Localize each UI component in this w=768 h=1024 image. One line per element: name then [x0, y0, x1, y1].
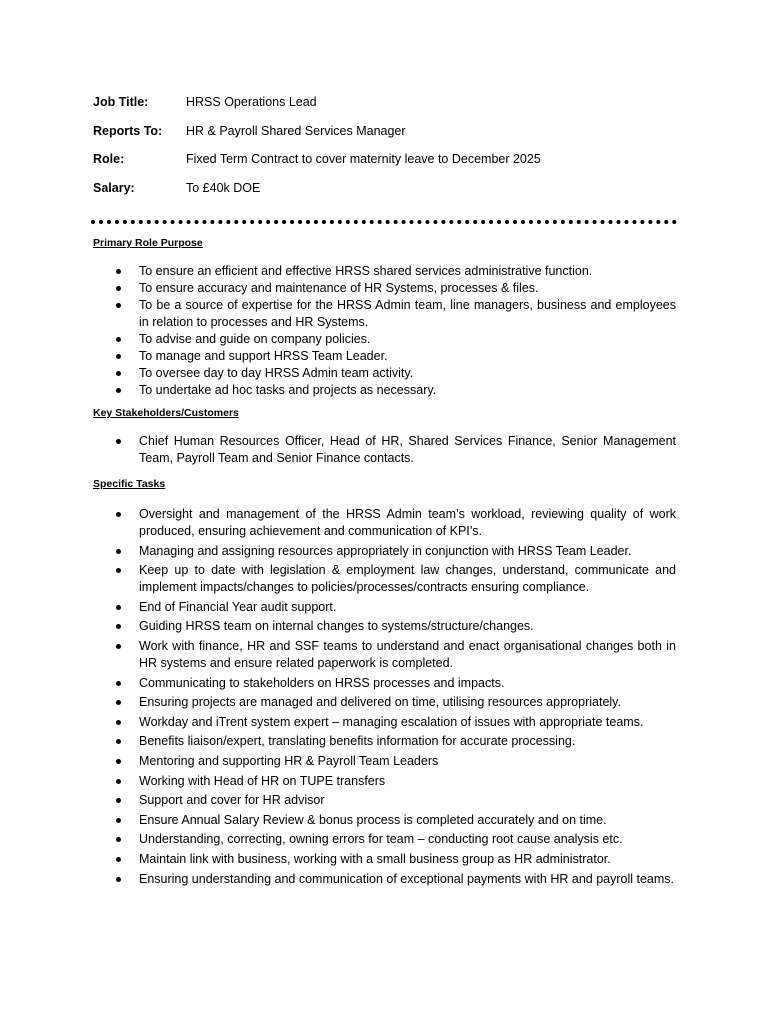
bullet-icon	[116, 269, 121, 274]
bullet-icon	[116, 286, 121, 291]
list-item-text: Work with finance, HR and SSF teams to understand and enact organisational changes both in HR systems and ensure related paperwork is completed.	[139, 638, 676, 670]
bullet-icon	[116, 798, 121, 803]
primary-role-purpose-list	[93, 263, 676, 399]
list-item	[93, 297, 676, 331]
specific-tasks-heading: Specific Tasks	[93, 478, 166, 490]
list-item-text: Managing and assigning resources appropriately in conjunction with HRSS Team Leader.	[139, 543, 632, 558]
list-item-text: Ensuring projects are managed and delivered on time, utilising resources appropriately.	[139, 695, 621, 710]
bullet-icon	[116, 759, 121, 764]
list-item-text: Mentoring and supporting HR & Payroll Team Leaders	[139, 753, 439, 768]
list-item	[93, 638, 676, 672]
reports-to-row	[93, 117, 693, 146]
list-item-text: To be a source of expertise for the HRSS Admin team, line managers, business and employees in relation to processes and HR Systems.	[139, 298, 676, 329]
list-item-text: Ensuring understanding and communication of exceptional payments with HR and payroll teams.	[139, 871, 675, 886]
list-item-text: Oversight and management of the HRSS Admin team’s workload, reviewing quality of work produced, ensuring achievement and communication of KPI’s.	[139, 507, 676, 538]
job-title-row	[93, 88, 693, 117]
bullet-icon	[116, 512, 121, 517]
list-item-text: To ensure an efficient and effective HRSS shared services administrative function.	[139, 264, 593, 278]
bullet-icon	[116, 779, 121, 784]
list-item-text: Maintain link with business, working with a small business group as HR administrator.	[139, 851, 611, 866]
bullet-icon	[116, 837, 121, 842]
list-item-text: Guiding HRSS team on internal changes to systems/structure/changes.	[139, 619, 534, 634]
bullet-icon	[116, 549, 121, 554]
list-item	[93, 753, 676, 770]
dotted-divider	[91, 220, 677, 224]
list-item	[93, 831, 676, 848]
reports-to-value: HR & Payroll Shared Services Manager	[186, 123, 406, 138]
list-item-text: Workday and iTrent system expert – managing escalation of issues with appropriate teams.	[139, 714, 644, 729]
bullet-icon	[116, 439, 121, 444]
list-item-text: Support and cover for HR advisor	[139, 793, 325, 808]
list-item-text: Working with Head of HR on TUPE transfers	[139, 773, 386, 788]
list-item-text: Chief Human Resources Officer, Head of HR, Shared Services Finance, Senior Management Team, Payroll Team and Senior Finance contacts.	[139, 434, 676, 465]
key-stakeholders-list	[93, 433, 676, 467]
role-value: Fixed Term Contract to cover maternity leave to December 2025	[186, 152, 541, 167]
bullet-icon	[116, 720, 121, 725]
list-item-text: Keep up to date with legislation & employment law changes, understand, communicate and implement impacts/changes to policies/processes/contracts ensuring compliance.	[139, 563, 676, 595]
job-title-label: Job Title:	[93, 95, 149, 110]
bullet-icon	[116, 857, 121, 862]
salary-row	[93, 174, 693, 203]
list-item	[93, 382, 676, 399]
list-item	[93, 773, 676, 790]
bullet-icon	[116, 681, 121, 686]
salary-value: To £40k DOE	[186, 180, 261, 195]
list-item	[93, 733, 676, 750]
list-item	[93, 433, 676, 467]
primary-role-purpose-heading: Primary Role Purpose	[93, 237, 203, 249]
list-item	[93, 280, 676, 297]
list-item-text: Benefits liaison/expert, translating benefits information for accurate processing.	[139, 734, 576, 749]
bullet-icon	[116, 700, 121, 705]
bullet-icon	[116, 371, 121, 376]
bullet-icon	[116, 303, 121, 308]
list-item	[93, 694, 676, 711]
bullet-icon	[116, 388, 121, 393]
bullet-icon	[116, 739, 121, 744]
bullet-icon	[116, 354, 121, 359]
list-item	[93, 562, 676, 596]
key-stakeholders-heading: Key Stakeholders/Customers	[93, 407, 239, 419]
bullet-icon	[116, 605, 121, 610]
list-item	[93, 812, 676, 829]
bullet-icon	[116, 337, 121, 342]
job-title-value: HRSS Operations Lead	[186, 95, 317, 110]
list-item	[93, 792, 676, 809]
list-item	[93, 331, 676, 348]
list-item-text: To advise and guide on company policies.	[139, 332, 371, 346]
list-item	[93, 365, 676, 382]
list-item	[93, 506, 676, 540]
list-item-text: To oversee day to day HRSS Admin team activity.	[139, 366, 414, 380]
reports-to-label: Reports To:	[93, 123, 163, 138]
list-item	[93, 675, 676, 692]
bullet-icon	[116, 624, 121, 629]
bullet-icon	[116, 568, 121, 573]
list-item-text: To ensure accuracy and maintenance of HR Systems, processes & files.	[139, 281, 539, 295]
list-item-text: End of Financial Year audit support.	[139, 599, 337, 614]
job-details	[93, 88, 693, 202]
list-item	[93, 263, 676, 280]
document-body	[93, 237, 676, 890]
list-item-text: To undertake ad hoc tasks and projects as necessary.	[139, 383, 437, 397]
list-item	[93, 348, 676, 365]
list-item-text: Ensure Annual Salary Review & bonus process is completed accurately and on time.	[139, 812, 607, 827]
list-item	[93, 599, 676, 616]
list-item	[93, 714, 676, 731]
list-item	[93, 543, 676, 560]
role-row	[93, 145, 693, 174]
list-item-text: To manage and support HRSS Team Leader.	[139, 349, 388, 363]
list-item-text: Understanding, correcting, owning errors for team – conducting root cause analysis etc.	[139, 832, 623, 847]
bullet-icon	[116, 877, 121, 882]
role-label: Role:	[93, 152, 125, 167]
list-item	[93, 851, 676, 868]
salary-label: Salary:	[93, 180, 135, 195]
specific-tasks-list	[93, 506, 676, 888]
list-item-text: Communicating to stakeholders on HRSS processes and impacts.	[139, 675, 505, 690]
bullet-icon	[116, 644, 121, 649]
bullet-icon	[116, 818, 121, 823]
list-item	[93, 618, 676, 635]
list-item	[93, 871, 676, 888]
